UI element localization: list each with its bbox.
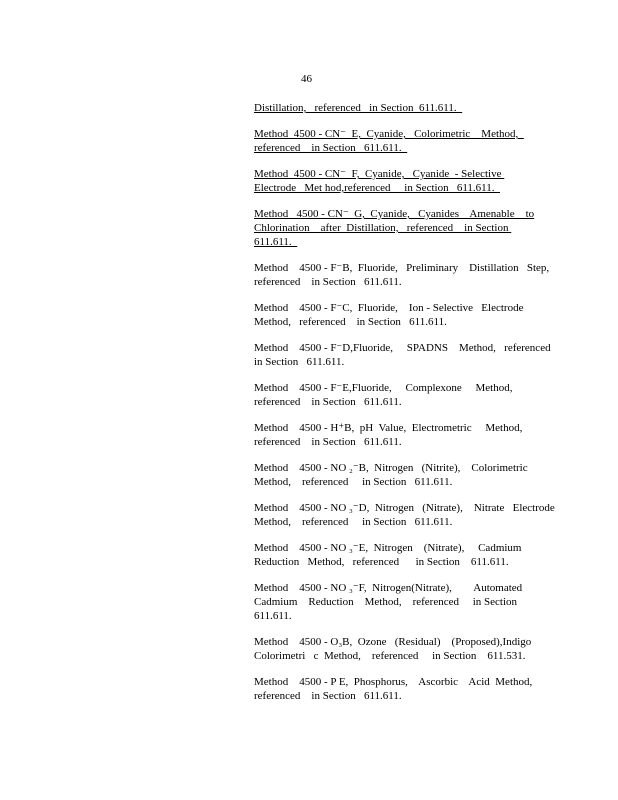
entry-text-line: Method 4500 - F⁻B, Fluoride, Preliminary Distillation Step, bbox=[254, 262, 550, 274]
entry-text-line: Method 4500 - CN⁻ G, Cyanide, Cyanides Amenable to bbox=[254, 208, 535, 220]
entry-text-line: Method 4500 - O₃B, Ozone (Residual) (Proposed),Indigo bbox=[254, 636, 532, 648]
entry-text-line: referenced in Section 611.611. bbox=[254, 276, 402, 288]
entry-text-line: Colorimetri c Method, referenced in Section 611.531. bbox=[254, 650, 526, 662]
entry-text-line: Method 4500 - NO ₂⁻B, Nitrogen (Nitrite), Colorimetric bbox=[254, 462, 528, 474]
entry-text-line: Method 4500 - CN⁻ E, Cyanide, Colorimetric Method, bbox=[254, 128, 524, 140]
method-reference-entry bbox=[254, 207, 544, 249]
entry-text-line: Method 4500 - F⁻D,Fluoride, SPADNS Method, referenced bbox=[254, 342, 551, 354]
entry-text-line: 611.611. bbox=[254, 610, 292, 622]
entry-text-line: Method, referenced in Section 611.611. bbox=[254, 476, 453, 488]
method-reference-entry bbox=[254, 675, 544, 703]
entry-text-line: referenced in Section 611.611. bbox=[254, 436, 402, 448]
page-number: 46 bbox=[301, 73, 312, 85]
entry-text-line: Method 4500 - P E, Phosphorus, Ascorbic Acid Method, bbox=[254, 676, 533, 688]
entry-text-line: Chlorination after Distillation, referenced in Section bbox=[254, 222, 512, 234]
entry-text-line: 611.611. bbox=[254, 236, 298, 248]
entry-text-line: referenced in Section 611.611. bbox=[254, 690, 402, 702]
method-reference-entry bbox=[254, 261, 550, 289]
method-reference-entry bbox=[254, 101, 544, 115]
entry-text-line: referenced in Section 611.611. bbox=[254, 396, 402, 408]
entry-text-line: Distillation, referenced in Section 611.611. bbox=[254, 102, 463, 114]
method-reference-entry bbox=[254, 167, 544, 195]
entry-text-line: Electrode Met hod,referenced in Section 611.611. bbox=[254, 182, 500, 194]
entry-text-line: Method 4500 - NO ₃⁻E, Nitrogen (Nitrate), Cadmium bbox=[254, 542, 522, 554]
method-reference-entry bbox=[254, 421, 544, 449]
entry-text-line: in Section 611.611. bbox=[254, 356, 345, 368]
method-reference-entry bbox=[254, 461, 544, 489]
method-reference-entry bbox=[254, 381, 544, 409]
entry-text-line: Method, referenced in Section 611.611. bbox=[254, 516, 453, 528]
method-reference-entry bbox=[254, 501, 555, 529]
method-reference-list bbox=[254, 101, 555, 715]
entry-text-line: Cadmium Reduction Method, referenced in Section bbox=[254, 596, 518, 608]
entry-text-line: Method 4500 - F⁻C, Fluoride, Ion - Selective Electrode bbox=[254, 302, 524, 314]
method-reference-entry bbox=[254, 635, 544, 663]
method-reference-entry bbox=[254, 341, 551, 369]
entry-text-line: Method 4500 - NO ₃⁻F, Nitrogen(Nitrate), Automated bbox=[254, 582, 523, 594]
entry-text-line: Method 4500 - NO ₃⁻D, Nitrogen (Nitrate), Nitrate Electrode bbox=[254, 502, 555, 514]
entry-text-line: Method, referenced in Section 611.611. bbox=[254, 316, 447, 328]
entry-text-line: Method 4500 - F⁻E,Fluoride, Complexone Method, bbox=[254, 382, 513, 394]
entry-text-line: Reduction Method, referenced in Section 611.611. bbox=[254, 556, 509, 568]
method-reference-entry bbox=[254, 541, 544, 569]
entry-text-line: referenced in Section 611.611. bbox=[254, 142, 408, 154]
method-reference-entry bbox=[254, 581, 544, 623]
entry-text-line: Method 4500 - H⁺B, pH Value, Electrometric Method, bbox=[254, 422, 523, 434]
method-reference-entry bbox=[254, 127, 544, 155]
method-reference-entry bbox=[254, 301, 544, 329]
entry-text-line: Method 4500 - CN⁻ F, Cyanide, Cyanide - Selective bbox=[254, 168, 505, 180]
